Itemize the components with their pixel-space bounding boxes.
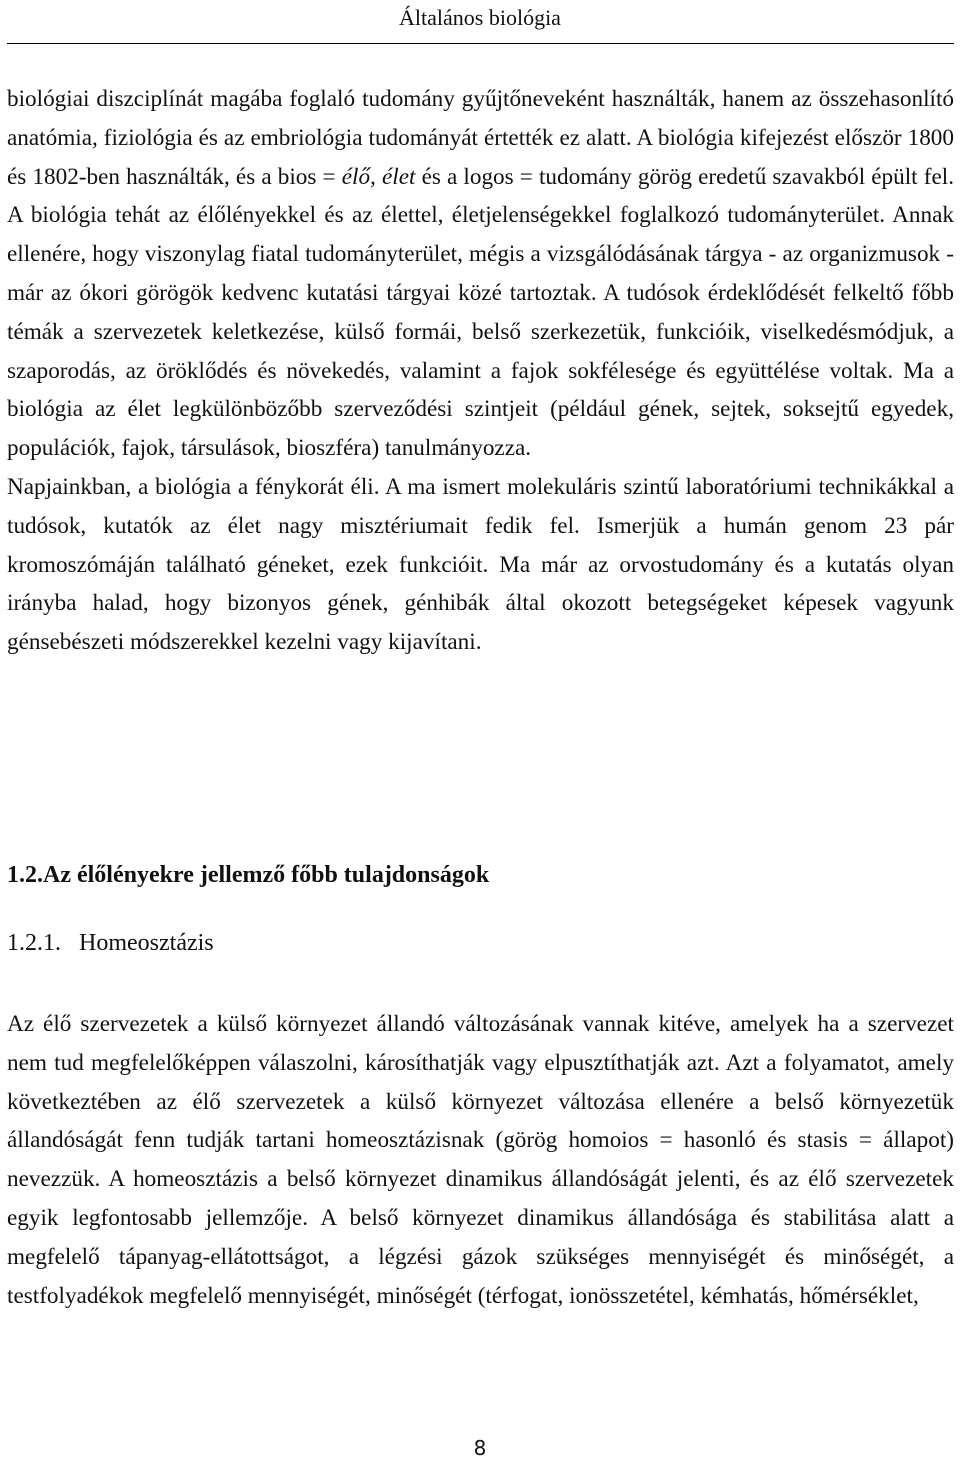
body-text-bottom <box>7 1005 954 1315</box>
paragraph-disciplines <box>7 80 954 468</box>
section-heading: 1.2.Az élőlényekre jellemző főbb tulajdonságok <box>7 862 490 888</box>
page-number: 8 <box>473 1436 487 1460</box>
header-divider <box>7 43 954 44</box>
italic-term: élő, élet <box>341 163 416 190</box>
paragraph-modern-biology: Napjainkban, a biológia a fénykorát éli. A ma ismert molekuláris szintű laboratóriumi technikákkal a tudósok, kutatók az élet nagy misztériumait fedik fel. Ismerjük a humán genom 23 pár kromoszómáján található géneket, ezek funkcióit. Ma már az orvostudomány és a kutatás olyan irányba halad, hogy bizonyos gének, génhibák által okozott betegségeket képesek vagyunk génsebészeti módszerekkel kezelni vagy kijavítani. <box>7 473 954 656</box>
paragraph-text: és a logos = tudomány görög eredetű szavakból épült fel. A biológia tehát az élőlényekkel és az élettel, életjelenségekkel foglalkozó tudományterület. Annak ellenére, hogy viszonylag fiatal tudományterület, mégis a vizsgálódásának tárgya - az organizmusok - már az ókori görögök kedvenc kutatási tárgyai közé tartoztak. A tudósok érdeklődését felkeltő főbb témák a szervezetek keletkezése, külső formái, belső szerkezetük, funkcióik, viselkedésmódjuk, a szaporodás, az öröklődés és növekedés, valamint a fajok sokfélesége és együttélése voltak. Ma a biológia az élet legkülönbözőbb szerveződési szintjeit (például gének, sejtek, soksejtű egyedek, populációk, fajok, társulások, bioszféra) tanulmányozza. <box>7 163 954 462</box>
running-header: Általános biológia <box>399 5 561 30</box>
paragraph-homeostasis: Az élő szervezetek a külső környezet állandó változásának vannak kitéve, amelyek ha a szervezet nem tud megfelelőképpen válaszolni, károsíthatják vagy elpusztíthatják azt. Azt a folyamatot, amely következtében az élő szervezetek a külső környezet változása ellenére a belső környezetük állandóságát fenn tudják tartani homeosztázisnak (görög homoios = hasonló és stasis = állapot) nevezzük. A homeosztázis a belső környezet dinamikus állandóságát jelenti, és az élő szervezetek egyik legfontosabb jellemzője. A belső környezet dinamikus állandósága és stabilitása alatt a megfelelő tápanyag-ellátottságot, a légzési gázok szükséges mennyiségét és minőségét, a testfolyadékok megfelelő mennyiségét, minőségét (térfogat, ionösszetétel, kémhatás, hőmérséklet, <box>7 1011 954 1309</box>
subsection-heading: 1.2.1. Homeosztázis <box>7 930 214 956</box>
paragraph-text: biológiai diszciplínát magába foglaló tudomány gyűjtőneveként használták, hanem az összehasonlító anatómia, fiziológia és az embriológia tudományát értették ez alatt. A biológia kifejezést először 1800 és 1802-ben használták, és a bios = <box>7 86 954 190</box>
body-text-top <box>7 80 954 662</box>
